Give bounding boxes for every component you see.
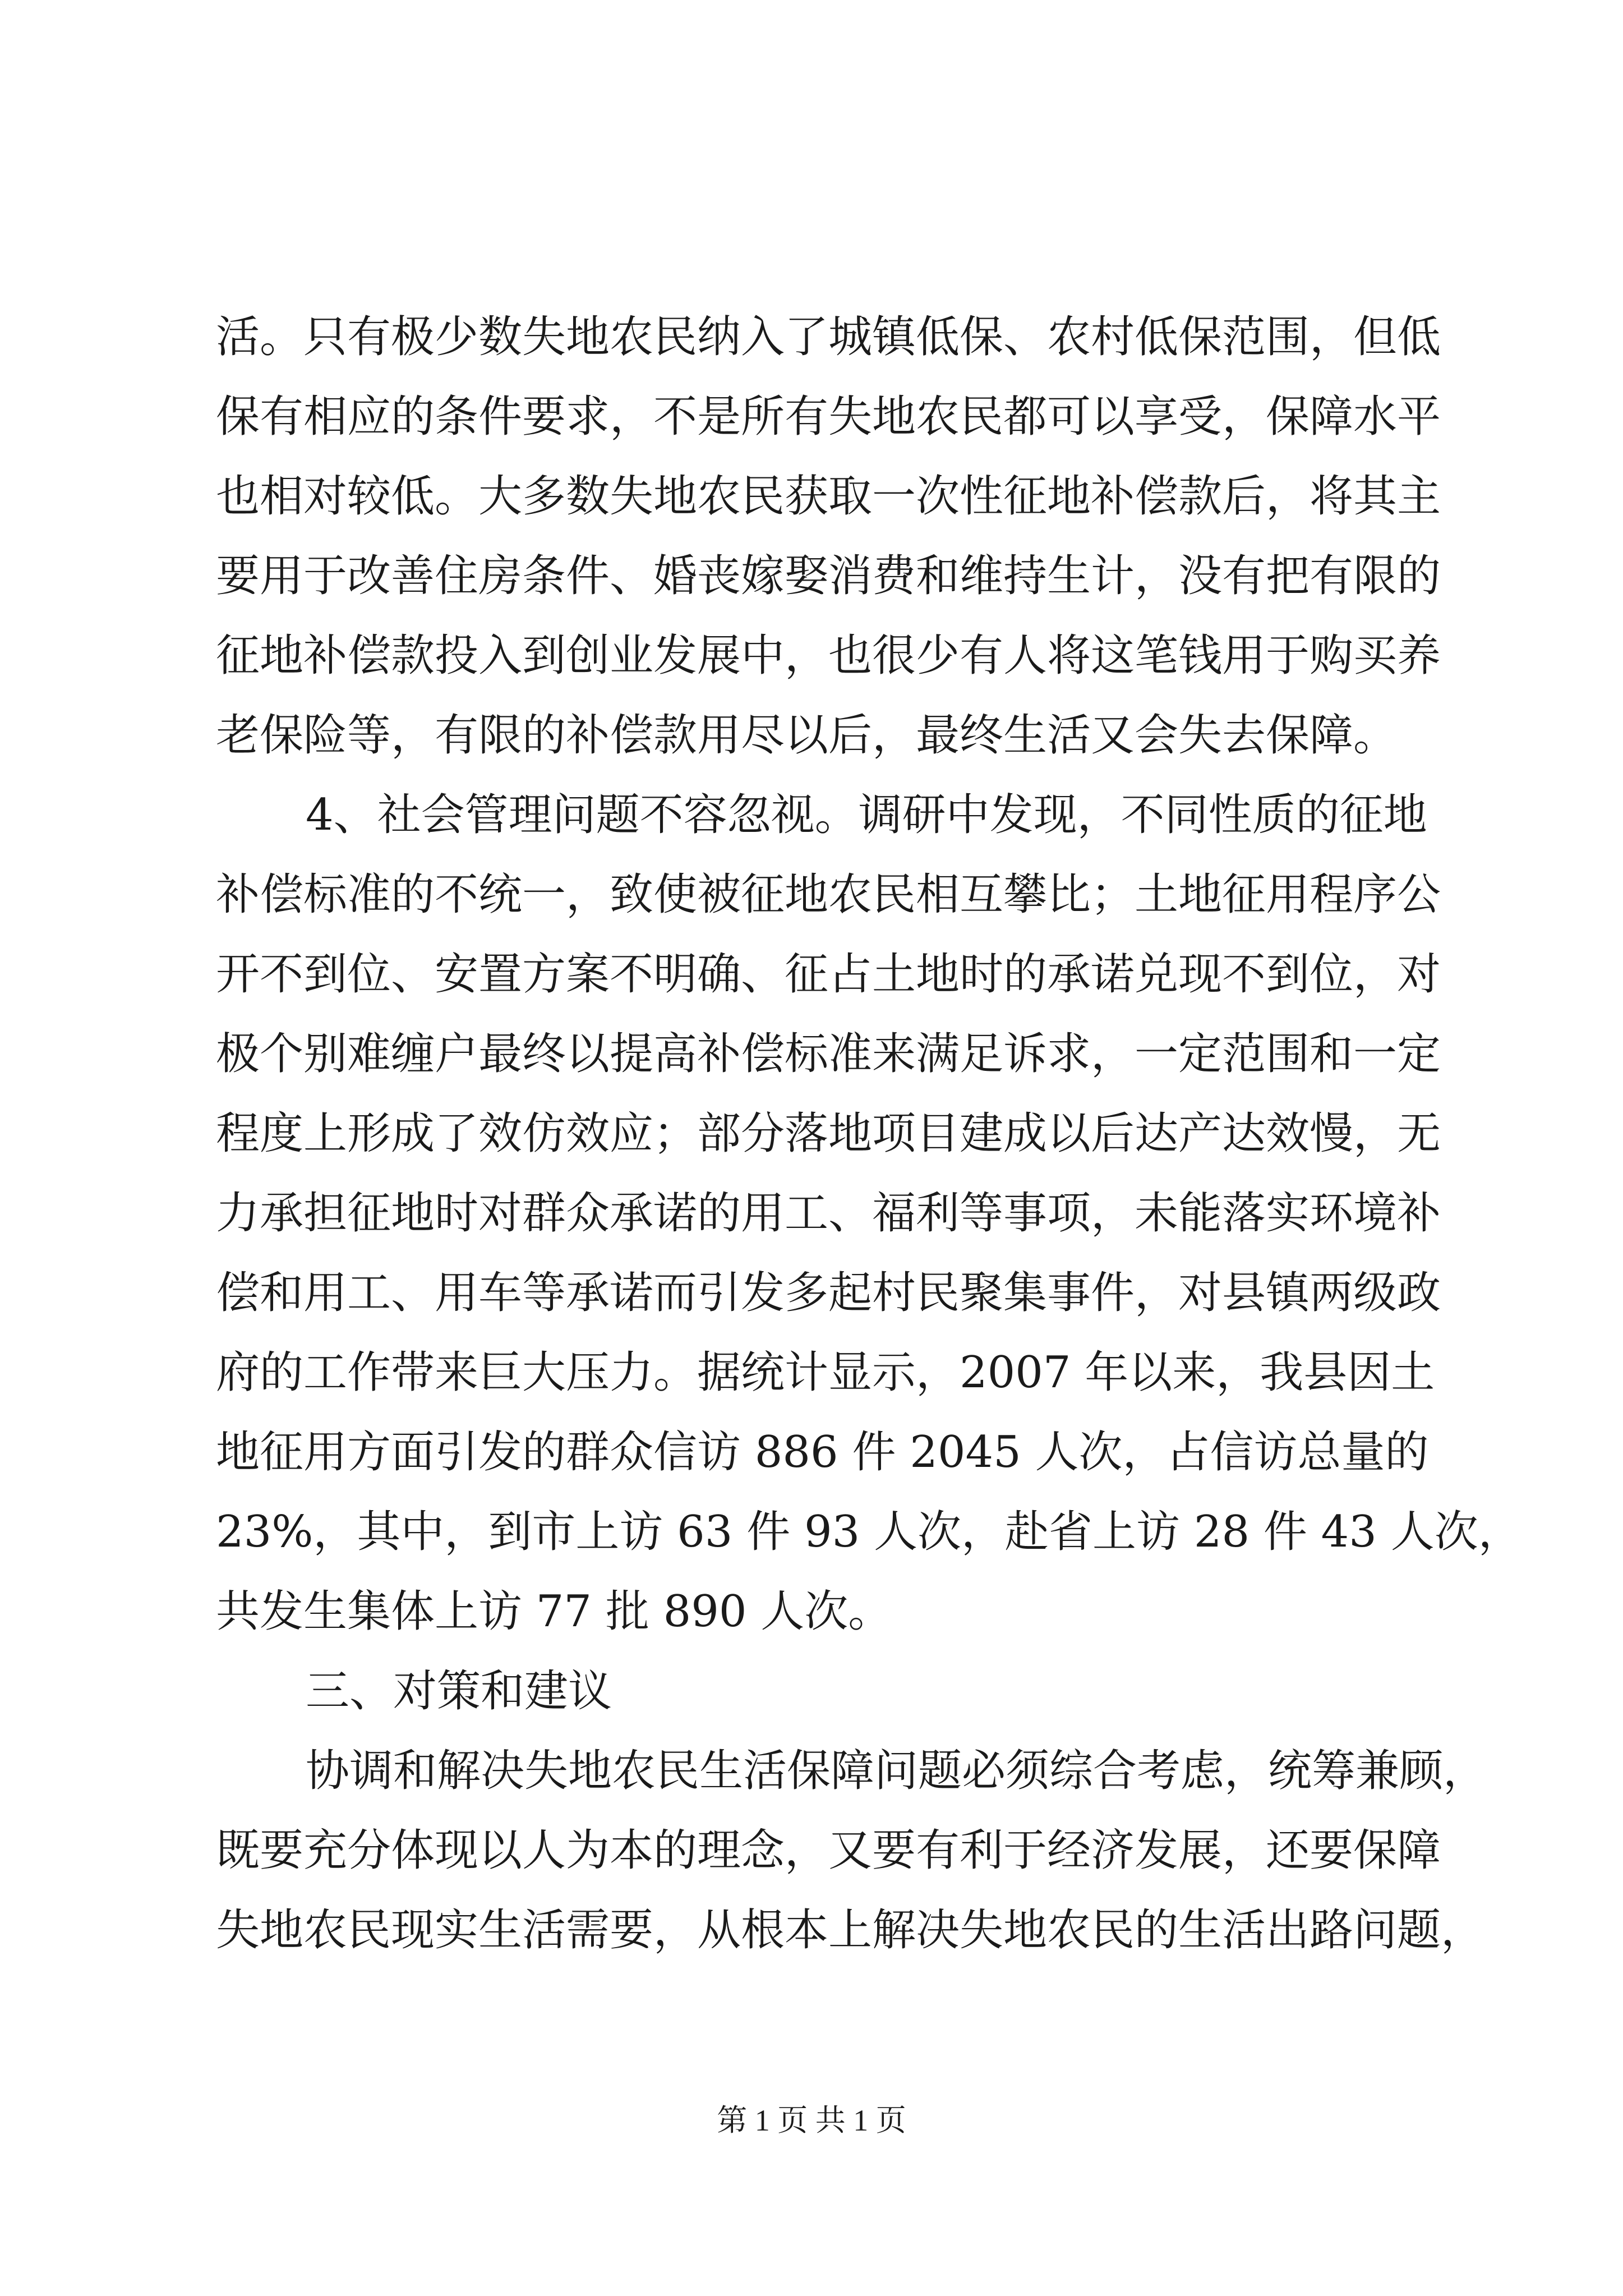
- section-heading: 三、对策和建议: [306, 1666, 612, 1717]
- text-line: 极个别难缠户最终以提高补偿标准来满足诉求，一定范围和一定: [216, 1029, 1441, 1079]
- text-line: 共发生集体上访 77 批 890 人次。: [216, 1586, 892, 1637]
- text-line: 征地补偿款投入到创业发展中，也很少有人将这笔钱用于购买养: [216, 631, 1441, 681]
- text-line: 要用于改善住房条件、婚丧嫁娶消费和维持生计，没有把有限的: [216, 551, 1441, 601]
- text-line: 地征用方面引发的群众信访 886 件 2045 人次，占信访总量的: [216, 1427, 1429, 1478]
- text-line: 保有相应的条件要求，不是所有失地农民都可以享受，保障水平: [216, 392, 1441, 442]
- text-line: 也相对较低。大多数失地农民获取一次性征地补偿款后，将其主: [216, 471, 1441, 522]
- text-line: 失地农民现实生活需要，从根本上解决失地农民的生活出路问题，: [216, 1905, 1485, 1955]
- text-line: 23%，其中，到市上访 63 件 93 人次，赴省上访 28 件 43 人次，: [216, 1507, 1522, 1557]
- text-line: 力承担征地时对群众承诺的用工、福利等事项，未能落实环境补: [216, 1188, 1441, 1239]
- text-line: 府的工作带来巨大压力。据统计显示，2007 年以来，我县因土: [216, 1347, 1435, 1398]
- paragraph-start-line: 4、社会管理问题不容忽视。调研中发现，不同性质的征地: [306, 790, 1427, 840]
- document-body: [216, 297, 1522, 1970]
- text-line: 老保险等，有限的补偿款用尽以后，最终生活又会失去保障。: [216, 710, 1398, 761]
- text-line: 开不到位、安置方案不明确、征占土地时的承诺兑现不到位，对: [216, 949, 1441, 1000]
- text-line: 程度上形成了效仿效应；部分落地项目建成以后达产达效慢，无: [216, 1108, 1441, 1159]
- text-line: 既要充分体现以人为本的理念，又要有利于经济发展，还要保障: [216, 1825, 1441, 1876]
- text-line: 活。只有极少数失地农民纳入了城镇低保、农村低保范围，但低: [216, 312, 1441, 362]
- page-footer: 第 1 页 共 1 页: [717, 2104, 906, 2137]
- text-line: 补偿标准的不统一，致使被征地农民相互攀比；土地征用程序公: [216, 869, 1441, 920]
- text-line: 偿和用工、用车等承诺而引发多起村民聚集事件，对县镇两级政: [216, 1268, 1441, 1318]
- paragraph-start-line: 协调和解决失地农民生活保障问题必须综合考虑，统筹兼顾，: [306, 1746, 1487, 1796]
